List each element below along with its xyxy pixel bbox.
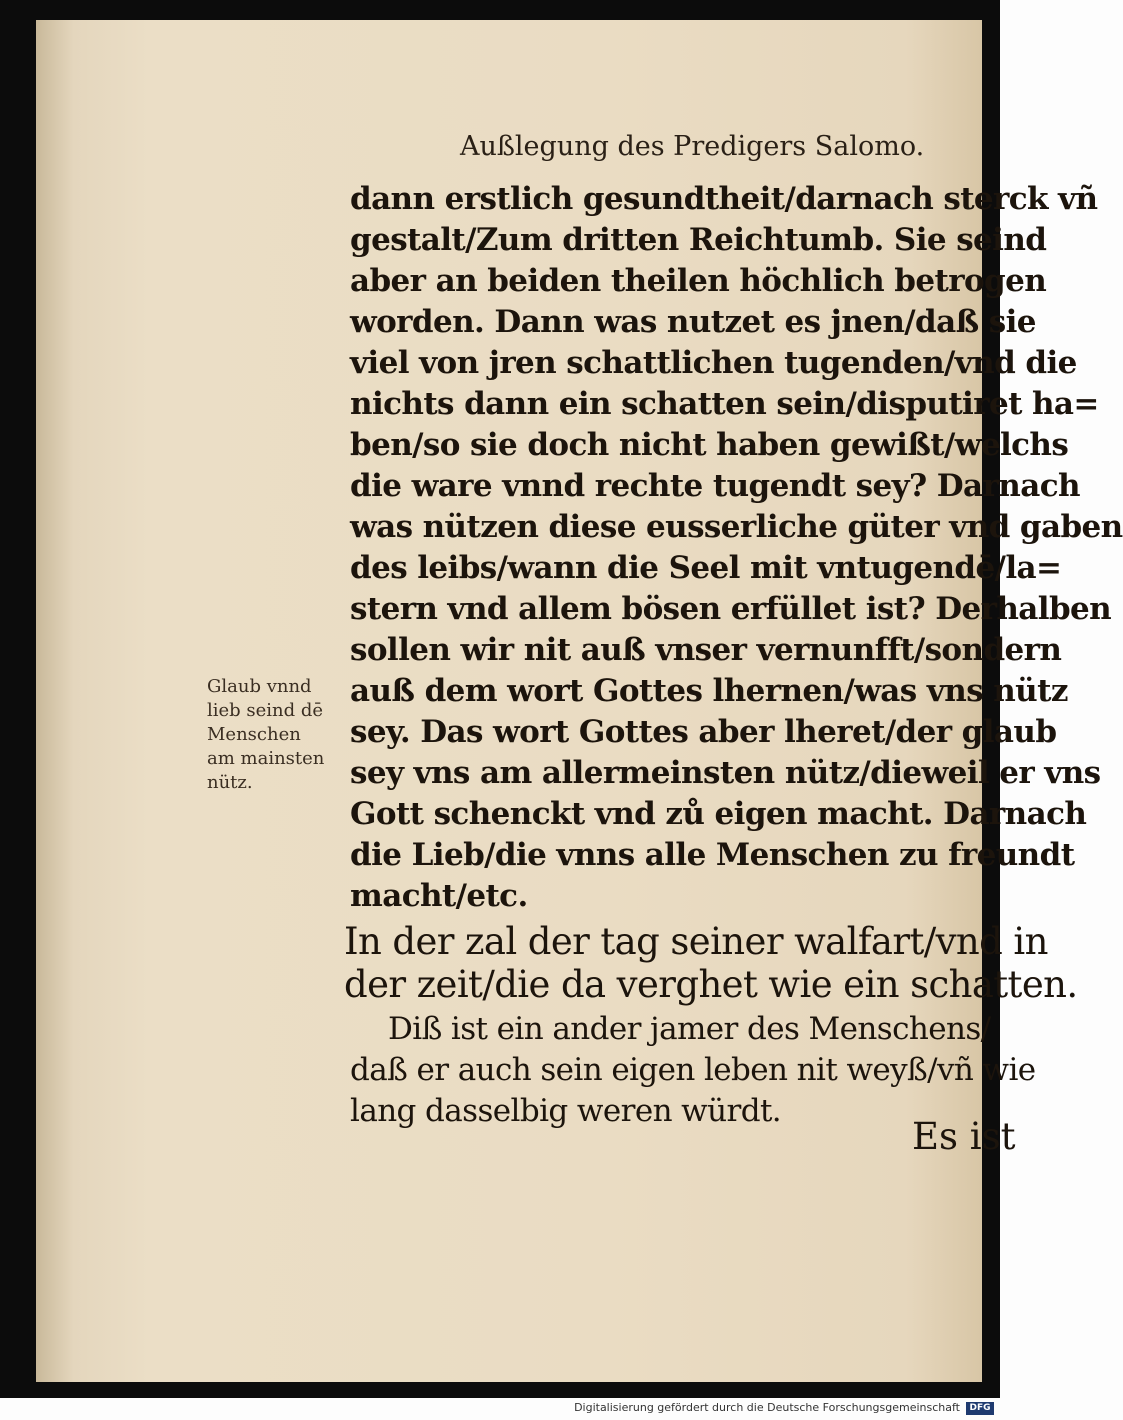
body-line: viel von jren schattlichen tugenden/vnd die bbox=[350, 345, 1077, 381]
body-line: die ware vnnd rechte tugendt sey? Darnach bbox=[350, 468, 1080, 504]
verse-line: der zeit/die da verghet wie ein schatten. bbox=[344, 963, 1078, 1006]
body-line: macht/etc. bbox=[350, 878, 528, 914]
body-line: gestalt/Zum dritten Reichtumb. Sie seind bbox=[350, 222, 1047, 258]
footer-bar bbox=[0, 1398, 1000, 1420]
body-line: was nützen diese eusserliche güter vnd gaben bbox=[350, 509, 1123, 545]
dfg-logo: DFG bbox=[966, 1402, 994, 1415]
commentary-line: Diß ist ein ander jamer des Menschens/ bbox=[388, 1011, 991, 1047]
body-line: des leibs/wann die Seel mit vntugendē/la= bbox=[350, 550, 1062, 586]
body-line: dann erstlich gesundtheit/darnach sterck vñ bbox=[350, 181, 1098, 217]
body-line: aber an beiden theilen höchlich betrogen bbox=[350, 263, 1047, 299]
margin-note-line: Glaub vnnd bbox=[207, 676, 312, 697]
body-line: ben/so sie doch nicht haben gewißt/welchs bbox=[350, 427, 1069, 463]
footer-credit: Digitalisierung gefördert durch die Deutsche Forschungsgemeinschaft bbox=[574, 1401, 960, 1414]
margin-note-line: lieb seind dē bbox=[207, 700, 324, 721]
body-line: worden. Dann was nutzet es jnen/daß sie bbox=[350, 304, 1036, 340]
body-line: sey. Das wort Gottes aber lheret/der glaub bbox=[350, 714, 1057, 750]
running-head: Außlegung des Predigers Salomo. bbox=[460, 131, 925, 162]
margin-note-line: nütz. bbox=[207, 772, 253, 793]
body-line: sey vns am allermeinsten nütz/dieweil er vns bbox=[350, 755, 1101, 791]
body-line: sollen wir nit auß vnser vernunfft/sondern bbox=[350, 632, 1062, 668]
book-page bbox=[36, 20, 1123, 1382]
commentary-line: daß er auch sein eigen leben nit weyß/vñ wie bbox=[350, 1052, 1036, 1088]
margin-note-line: am mainsten bbox=[207, 748, 325, 769]
body-line: die Lieb/die vnns alle Menschen zu freundt bbox=[350, 837, 1075, 873]
body-line: stern vnd allem bösen erfüllet ist? Derhalben bbox=[350, 591, 1112, 627]
margin-note-line: Menschen bbox=[207, 724, 301, 745]
body-line: nichts dann ein schatten sein/disputiret ha= bbox=[350, 386, 1099, 422]
verse-line: In der zal der tag seiner walfart/vnd in bbox=[344, 920, 1048, 963]
body-line: Gott schenckt vnd zů eigen macht. Darnach bbox=[350, 796, 1087, 832]
commentary-line: lang dasselbig weren würdt. bbox=[350, 1093, 782, 1129]
body-line: auß dem wort Gottes lhernen/was vns nütz bbox=[350, 673, 1068, 709]
catchword: Es ist bbox=[912, 1115, 1016, 1158]
